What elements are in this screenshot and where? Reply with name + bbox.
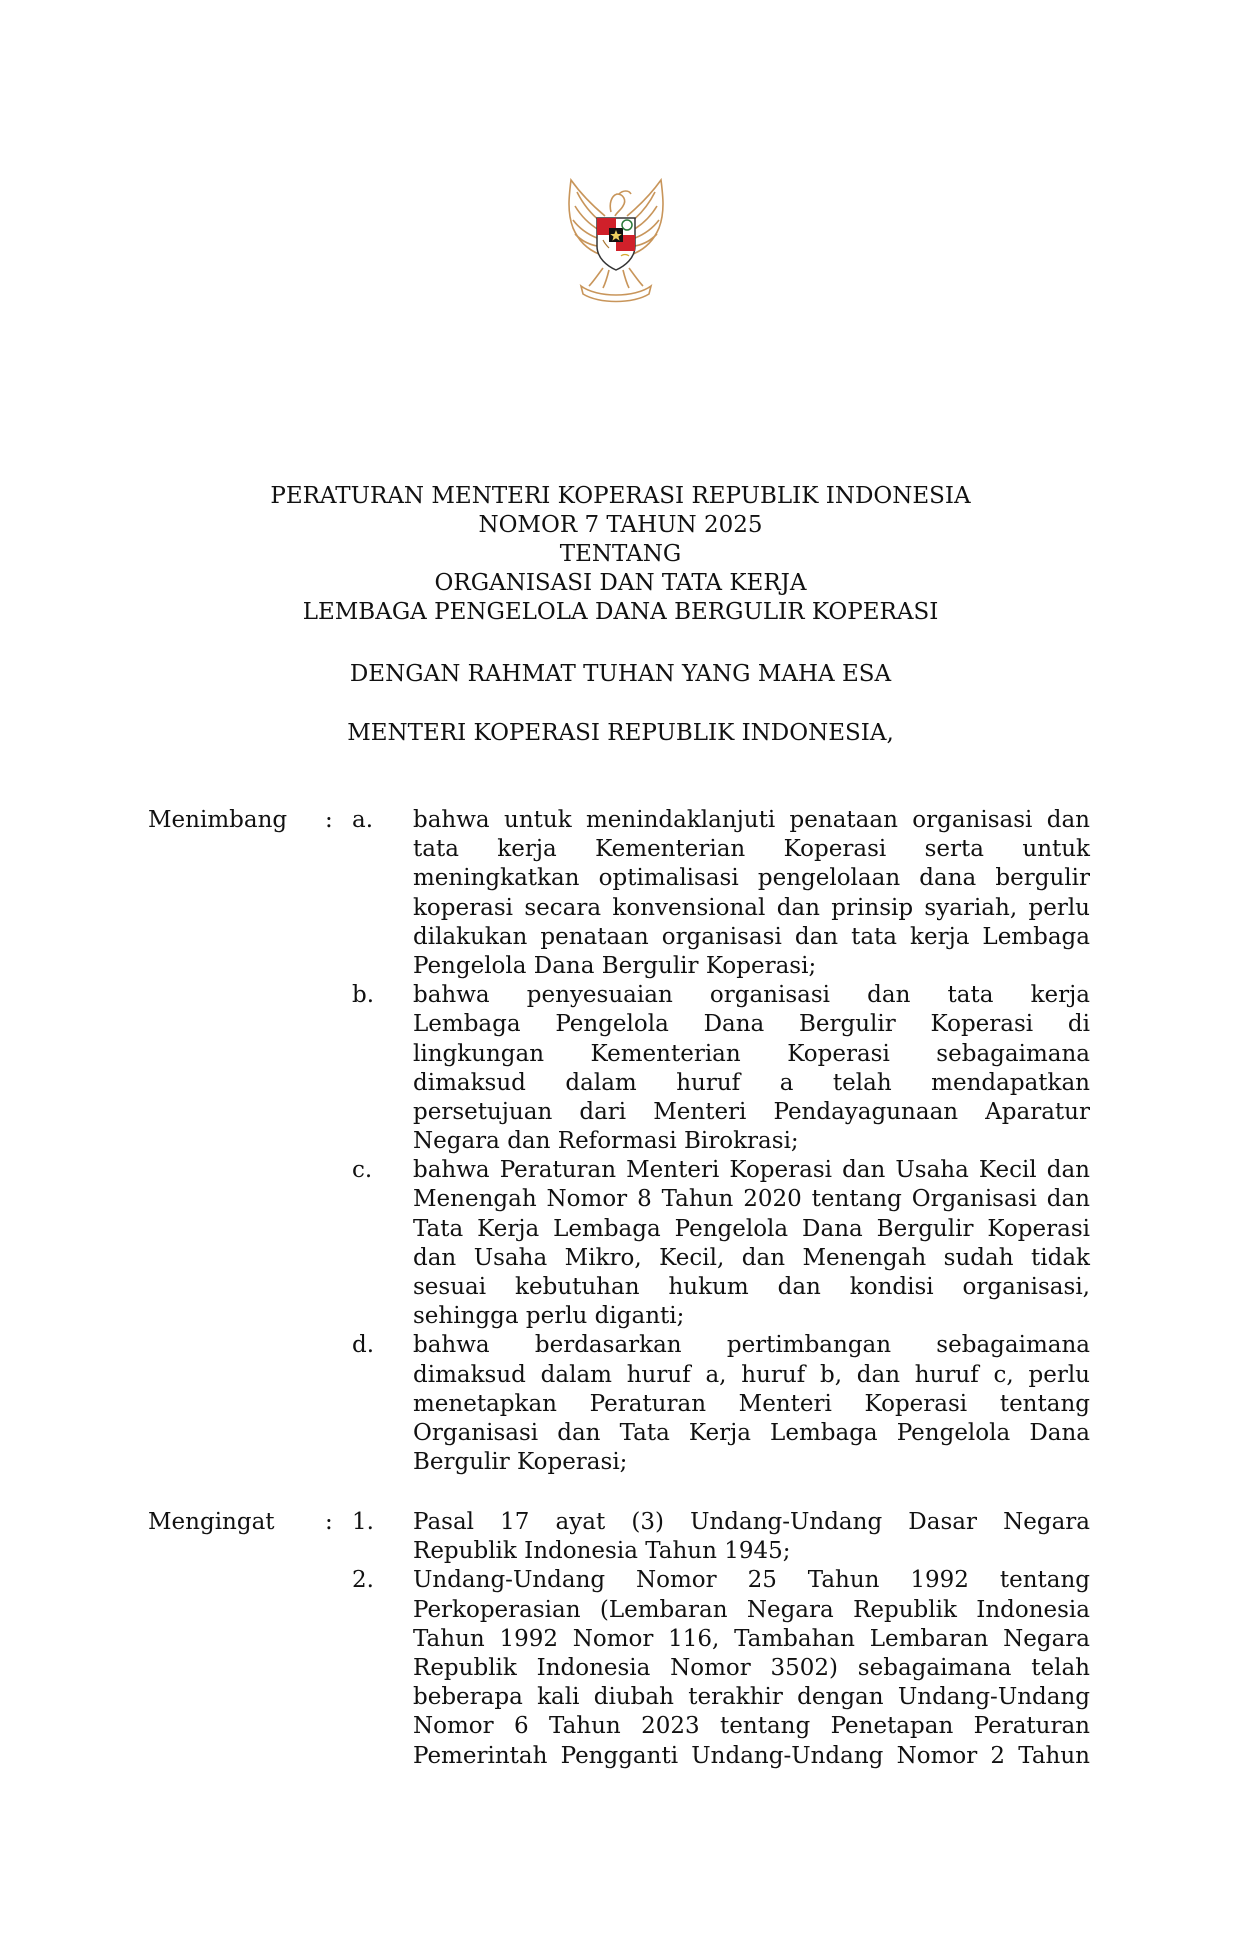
- item-line: dimaksud dalam huruf a, huruf b, dan huruf c, perlu: [413, 1361, 1090, 1388]
- item-line: beberapa kali diubah terakhir dengan Undang-Undang: [413, 1684, 1090, 1711]
- item-line: bahwa untuk menindaklanjuti penataan organisasi dan: [413, 807, 1090, 833]
- item-line: Pasal 17 ayat (3) Undang-Undang Dasar Negara: [413, 1509, 1090, 1535]
- item-line: sehingga perlu diganti;: [413, 1303, 685, 1330]
- menteri-line: [0, 719, 1241, 748]
- mengingat-label: Mengingat: [148, 1509, 275, 1535]
- rahmat-line: [0, 660, 1241, 689]
- garuda-pancasila-emblem-icon: [553, 176, 679, 304]
- item-line: bahwa berdasarkan pertimbangan sebagaimana: [413, 1332, 1090, 1359]
- item-line: Tata Kerja Lembaga Pengelola Dana Bergulir Koperasi: [413, 1215, 1090, 1242]
- item-marker: a.: [352, 807, 374, 833]
- item-marker: c.: [352, 1157, 373, 1184]
- item-line: Nomor 6 Tahun 2023 tentang Penetapan Peraturan: [413, 1713, 1090, 1740]
- title-line-5: LEMBAGA PENGELOLA DANA BERGULIR KOPERASI: [302, 599, 939, 625]
- item-line: dan Usaha Mikro, Kecil, dan Menengah sudah tidak: [413, 1244, 1090, 1271]
- mengingat-section: [0, 1508, 1241, 1771]
- rahmat-text: DENGAN RAHMAT TUHAN YANG MAHA ESA: [349, 661, 892, 687]
- item-line: bahwa penyesuaian organisasi dan tata kerja: [413, 982, 1090, 1009]
- item-line: Organisasi dan Tata Kerja Lembaga Pengelola Dana: [413, 1419, 1090, 1446]
- menteri-text: MENTERI KOPERASI REPUBLIK INDONESIA,: [347, 720, 894, 746]
- mengingat-colon: :: [325, 1509, 333, 1535]
- regulation-title: [0, 482, 1241, 627]
- item-line: menetapkan Peraturan Menteri Koperasi tentang: [413, 1390, 1090, 1417]
- title-line-1: PERATURAN MENTERI KOPERASI REPUBLIK INDONESIA: [270, 483, 971, 509]
- item-line: dimaksud dalam huruf a telah mendapatkan: [413, 1069, 1090, 1096]
- item-line: Tahun 1992 Nomor 116, Tambahan Lembaran Negara: [413, 1625, 1090, 1652]
- item-marker: 2.: [352, 1567, 374, 1594]
- menimbang-label: Menimbang: [148, 807, 288, 833]
- title-line-3: TENTANG: [559, 541, 682, 567]
- item-marker: d.: [352, 1332, 375, 1359]
- item-line: Lembaga Pengelola Dana Bergulir Koperasi di: [413, 1011, 1090, 1038]
- item-line: Republik Indonesia Nomor 3502) sebagaimana telah: [413, 1654, 1090, 1681]
- item-line: bahwa Peraturan Menteri Koperasi dan Usaha Kecil dan: [413, 1157, 1090, 1184]
- mengingat-item-2: [352, 1566, 1090, 1770]
- item-line: Pemerintah Pengganti Undang-Undang Nomor 2 Tahun: [413, 1742, 1090, 1769]
- item-line: sesuai kebutuhan hukum dan kondisi organisasi,: [413, 1274, 1090, 1300]
- item-line: Republik Indonesia Tahun 1945;: [413, 1538, 791, 1565]
- menimbang-item-d: [352, 1331, 1090, 1477]
- item-line: Menengah Nomor 8 Tahun 2020 tentang Organisasi dan: [413, 1186, 1090, 1213]
- item-line: tata kerja Kementerian Koperasi serta untuk: [413, 836, 1090, 863]
- item-marker: b.: [352, 982, 375, 1009]
- menimbang-item-b: [352, 981, 1090, 1156]
- item-line: Bergulir Koperasi;: [413, 1449, 628, 1476]
- item-line: Undang-Undang Nomor 25 Tahun 1992 tentang: [413, 1567, 1090, 1594]
- item-line: koperasi secara konvensional dan prinsip syariah, perlu: [413, 894, 1090, 921]
- item-line: Perkoperasian (Lembaran Negara Republik Indonesia: [413, 1596, 1090, 1623]
- mengingat-item-1: [352, 1508, 1090, 1566]
- title-line-4: ORGANISASI DAN TATA KERJA: [434, 570, 807, 596]
- menimbang-item-c: [352, 1156, 1090, 1331]
- item-line: lingkungan Kementerian Koperasi sebagaimana: [413, 1040, 1090, 1067]
- item-line: Negara dan Reformasi Birokrasi;: [413, 1128, 799, 1155]
- title-line-2: NOMOR 7 TAHUN 2025: [478, 512, 763, 538]
- menimbang-section: [0, 806, 1241, 1477]
- item-line: meningkatkan optimalisasi pengelolaan dana bergulir: [413, 865, 1090, 892]
- menimbang-colon: :: [325, 807, 333, 833]
- item-marker: 1.: [352, 1509, 374, 1535]
- item-line: dilakukan penataan organisasi dan tata kerja Lembaga: [413, 923, 1090, 950]
- menimbang-item-a: [352, 806, 1090, 981]
- item-line: Pengelola Dana Bergulir Koperasi;: [413, 952, 817, 979]
- item-line: persetujuan dari Menteri Pendayagunaan Aparatur: [413, 1098, 1090, 1125]
